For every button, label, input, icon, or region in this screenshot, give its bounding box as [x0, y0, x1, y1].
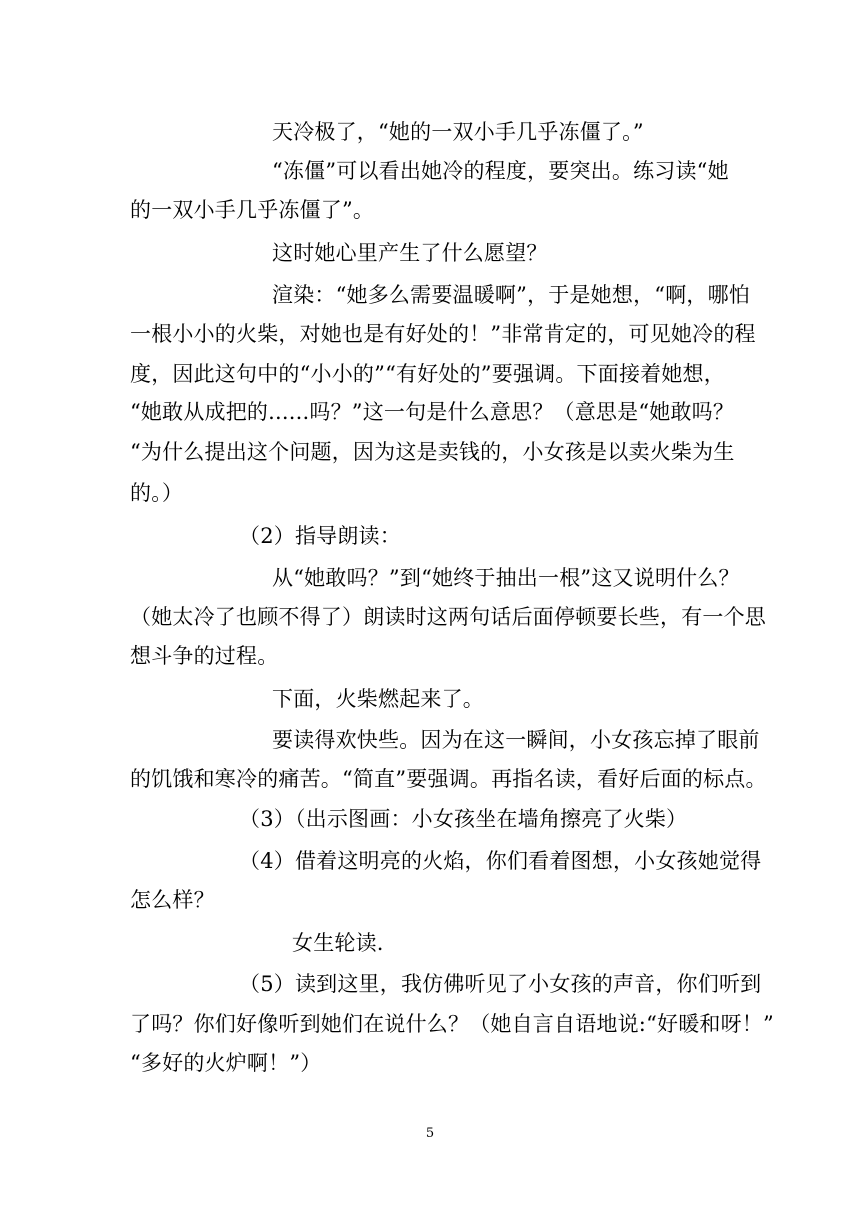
text-line: 渲染：“她多么需要温暖啊”，于是她想，“啊，哪怕: [272, 283, 751, 307]
text-line: 从“她敢吗？”到“她终于抽出一根”这又说明什么？: [272, 566, 740, 590]
text-line: 想斗争的过程。: [130, 644, 279, 668]
text-line: 这时她心里产生了什么愿望？: [272, 241, 548, 265]
text-line: （2）指导朗读：: [239, 524, 401, 548]
text-line: 的饥饿和寒冷的痛苦。“简直”要强调。再指名读，看好后面的标点。: [130, 767, 767, 791]
text-line: （4）借着这明亮的火焰，你们看着图想，小女孩她觉得: [239, 849, 762, 873]
text-line: 了吗？你们好像听到她们在说什么？（她自言自语地说:“好暖和呀！”: [130, 1012, 774, 1036]
text-line: 天冷极了，“她的一双小手几乎冻僵了。”: [272, 120, 644, 144]
text-line: 要读得欢快些。因为在这一瞬间，小女孩忘掉了眼前: [272, 728, 760, 752]
text-line: （3）（出示图画：小女孩坐在墙角擦亮了火柴）: [239, 807, 688, 831]
text-line: “她敢从成把的......吗？”这一句是什么意思？（意思是“她敢吗？: [130, 400, 735, 424]
text-line: 的一双小手几乎冻僵了”。: [130, 198, 375, 222]
text-line: 一根小小的火柴，对她也是有好处的！”非常肯定的，可见她冷的程: [130, 322, 756, 346]
text-line: 的。）: [130, 481, 184, 505]
text-line: 怎么样？: [130, 888, 215, 912]
text-line: “为什么提出这个问题，因为这是卖钱的，小女孩是以卖火柴为生: [130, 440, 735, 464]
text-line: 女生轮读.: [292, 931, 384, 955]
text-line: “冻僵”可以看出她冷的程度，要突出。练习读“她: [272, 159, 729, 183]
text-line: （她太冷了也顾不得了）朗读时这两句话后面停顿要长些，有一个思: [130, 605, 766, 629]
text-line: 下面，火柴燃起来了。: [272, 687, 484, 711]
page-number: 5: [425, 1126, 435, 1141]
text-line: “多好的火炉啊！”）: [130, 1051, 322, 1075]
text-line: （5）读到这里，我仿佛听见了小女孩的声音，你们听到: [239, 972, 762, 996]
text-line: 度，因此这句中的“小小的”“有好处的”要强调。下面接着她想，: [130, 362, 725, 386]
